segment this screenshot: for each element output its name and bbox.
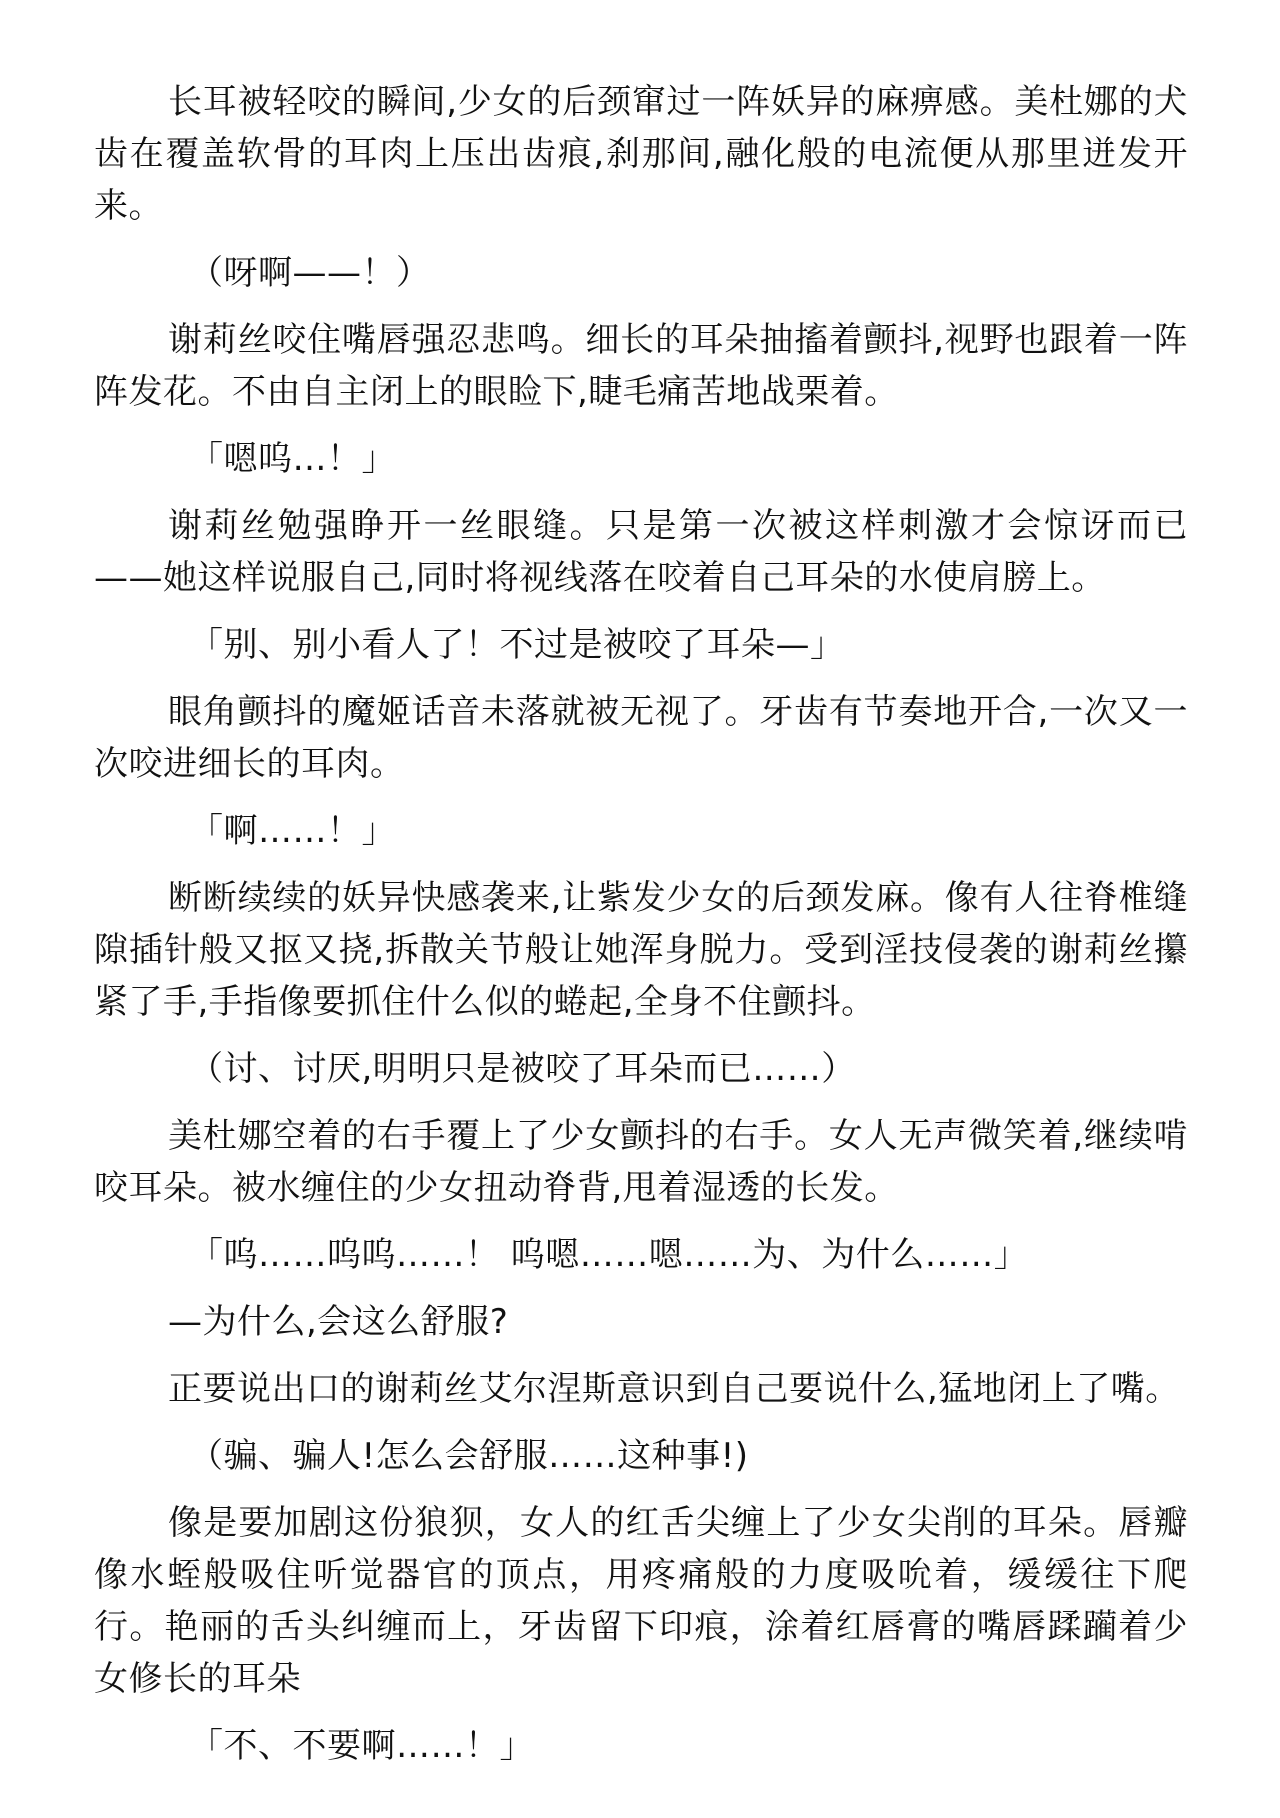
narration-paragraph: 正要说出口的谢莉丝艾尔涅斯意识到自己要说什么,猛地闭上了嘴。 [168,1369,1180,1409]
narration-paragraph: 长耳被轻咬的瞬间,少女的后颈窜过一阵妖异的麻痹感。美杜娜的犬齿在覆盖软骨的耳肉上压出齿痕,刹那间,融化般的电流便从那里迸发开来。 [94,82,1188,226]
dialogue-line: 「呜……呜呜……！ 呜嗯……嗯……为、为什么……」 [189,1235,1029,1275]
narration-paragraph: 谢莉丝勉强睁开一丝眼缝。只是第一次被这样刺激才会惊讶而已——她这样说服自己,同时将视线落在咬着自己耳朵的水使肩膀上。 [94,506,1188,598]
narration-paragraph: 断断续续的妖异快感袭来,让紫发少女的后颈发麻。像有人往脊椎缝隙插针般又抠又挠,拆散关节般让她浑身脱力。受到淫技侵袭的谢莉丝攥紧了手,手指像要抓住什么似的蜷起,全身不住颤抖。 [94,878,1188,1022]
dialogue-line: （骗、骗人!怎么会舒服……这种事!) [189,1436,749,1476]
narration-paragraph: 美杜娜空着的右手覆上了少女颤抖的右手。女人无声微笑着,继续啃咬耳朵。被水缠住的少女扭动脊背,甩着湿透的长发。 [94,1116,1188,1208]
dialogue-line: 「啊……！」 [189,811,396,851]
narration-paragraph: 像是要加剧这份狼狈，女人的红舌尖缠上了少女尖削的耳朵。唇瓣像水蛭般吸住听觉器官的顶点，用疼痛般的力度吸吮着，缓缓往下爬行。艳丽的舌头纠缠而上，牙齿留下印痕，涂着红唇膏的嘴唇蹂躏着少女修长的耳朵 [94,1503,1188,1699]
dialogue-line: 「别、别小看人了！不过是被咬了耳朵—」 [189,625,845,665]
dialogue-line: 「不、不要啊……！」 [189,1726,534,1766]
narration-paragraph: 眼角颤抖的魔姬话音未落就被无视了。牙齿有节奏地开合,一次又一次咬进细长的耳肉。 [94,692,1188,784]
dialogue-line: （讨、讨厌,明明只是被咬了耳朵而已……） [189,1049,856,1089]
narration-paragraph: 谢莉丝咬住嘴唇强忍悲鸣。细长的耳朵抽搐着颤抖,视野也跟着一阵阵发花。不由自主闭上的眼睑下,睫毛痛苦地战栗着。 [94,320,1188,412]
narration-paragraph: —为什么,会这么舒服? [168,1302,509,1342]
dialogue-line: 「嗯呜…！」 [189,439,396,479]
dialogue-line: （呀啊——！） [189,253,431,293]
